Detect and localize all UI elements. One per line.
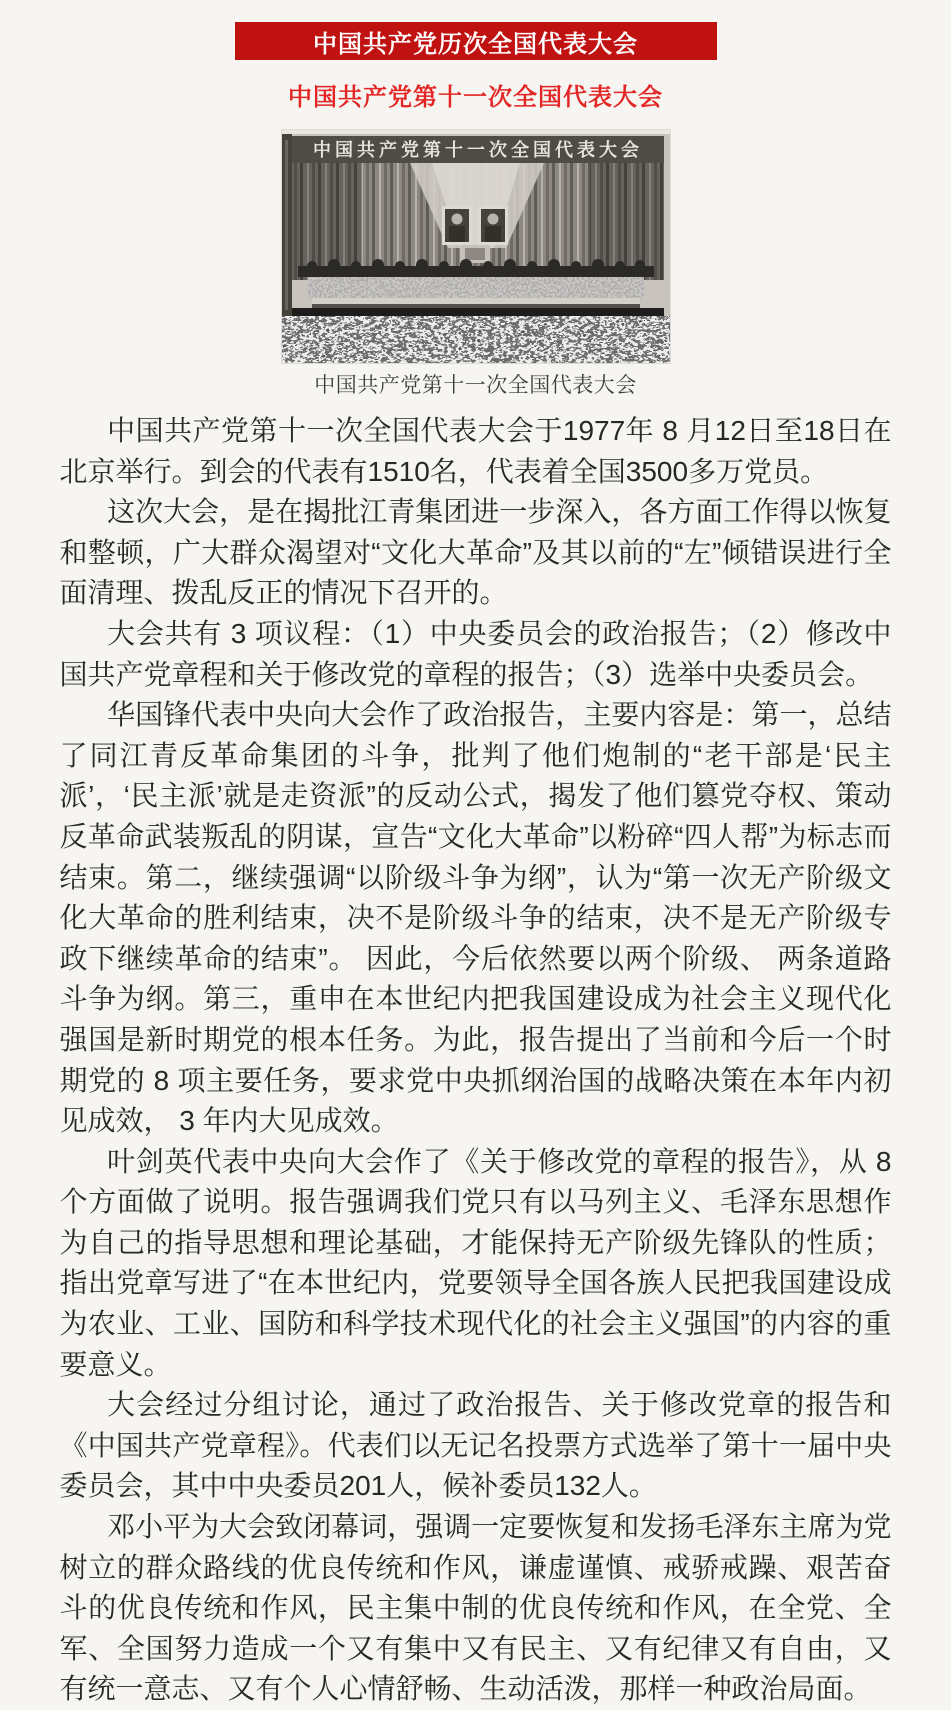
article-paragraph: 华国锋代表中央向大会作了政治报告，主要内容是：第一，总结了同江青反革命集团的斗争，批判了他们炮制的“老干部是‘民主派’，‘民主派’就是走资派”的反动公式，揭发了他们篡党夺权、策动反革命武装叛乱的阴谋，宣告“文化大革命”以粉碎“四人帮”为标志而结束。第二，继续强调“以阶级斗争为纲”，认为“第一次无产阶级文化大革命的胜利结束，决不是阶级斗争的结束，决不是无产阶级专政下继续革命的结束”。 因此，今后依然要以两个阶级、 两条道路斗争为纲。第三，重申在本世纪内把我国建设成为社会主义现代化强国是新时期党的根本任务。为此，报告提出了当前和今后一个时期党的 8 项主要任务，要求党中央抓纲治国的战略决策在本年内初见成效， 3 年内大见成效。 <box>59 699 892 1137</box>
page-title: 中国共产党第十一次全国代表大会 <box>288 84 663 111</box>
congress-photo-illustration <box>282 130 670 363</box>
photo-caption: 中国共产党第十一次全国代表大会 <box>314 374 637 397</box>
photo-stage-banner-text: 中国共产党第十一次全国代表大会 <box>312 140 643 160</box>
article-body <box>60 411 892 1710</box>
article-paragraph: 中国共产党第十一次全国代表大会于1977年 8 月12日至18日在北京举行。到会的代表有1510名，代表着全国3500多万党员。 <box>59 415 892 487</box>
article-paragraph: 邓小平为大会致闭幕词，强调一定要恢复和发扬毛泽东主席为党树立的群众路线的优良传统和作风，谦虚谨慎、戒骄戒躁、艰苦奋斗的优良传统和作风，民主集中制的优良传统和作风，在全党、全军、全国努力造成一个又有集中又有民主、又有纪律又有自由，又有统一意志、又有个人心情舒畅、生动活泼，那样一种政治局面。 <box>59 1511 892 1705</box>
article-paragraph: 叶剑英代表中央向大会作了《关于修改党的章程的报告》，从 8 个方面做了说明。报告强调我们党只有以马列主义、毛泽东思想作为自己的指导思想和理论基础，才能保持无产阶级先锋队的性质；指出党章写进了“在本世纪内，党要领导全国各族人民把我国建设成为农业、工业、国防和科学技术现代化的社会主义强国”的内容的重要意义。 <box>59 1145 892 1380</box>
article-paragraph: 大会经过分组讨论，通过了政治报告、关于修改党章的报告和《中国共产党章程》。代表们以无记名投票方式选举了第十一届中央委员会，其中中央委员201人，候补委员132人。 <box>59 1389 892 1502</box>
article-paragraph: 大会共有 3 项议程：（1）中央委员会的政治报告；（2）修改中国共产党章程和关于修改党的章程的报告；（3）选举中央委员会。 <box>59 617 892 690</box>
series-title-text: 中国共产党历次全国代表大会 <box>313 30 638 58</box>
article-paragraph: 这次大会，是在揭批江青集团进一步深入，各方面工作得以恢复和整顿，广大群众渴望对“文化大革命”及其以前的“左”倾错误进行全面清理、拨乱反正的情况下召开的。 <box>59 496 892 609</box>
page <box>0 22 951 1705</box>
series-title-banner <box>235 22 717 60</box>
congress-photo <box>282 130 670 363</box>
